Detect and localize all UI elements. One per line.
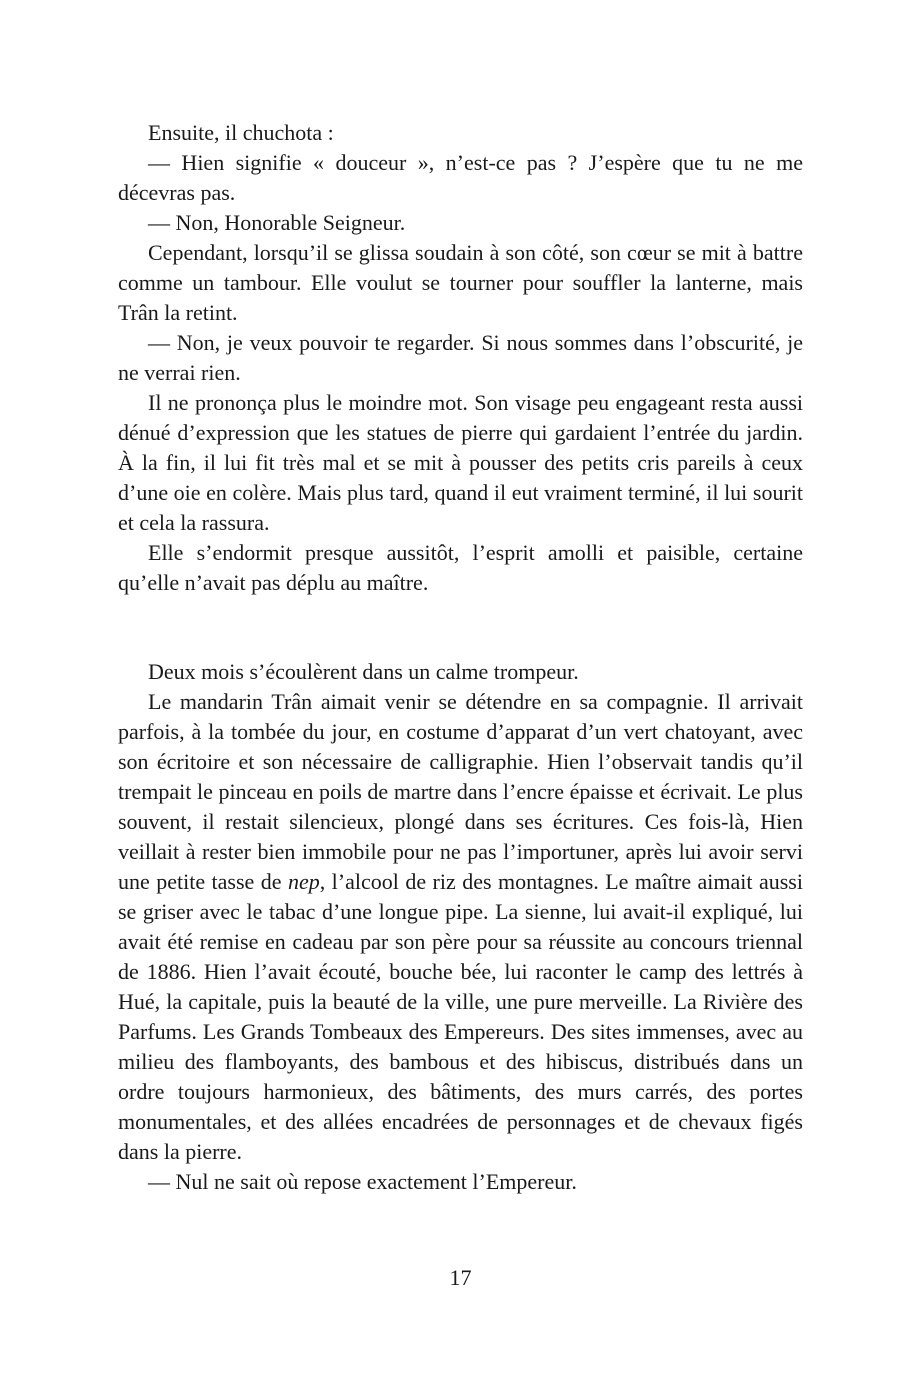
paragraph-text: , l’alcool de riz des montagnes. Le maître aimait aussi se griser avec le tabac d’une longue pipe. La sienne, lui avait-il expliqué, lui avait été remise en cadeau par son père pour sa réussite au concours triennal de 1886. Hien l’avait écouté, bouche bée, lui raconter le camp des lettrés à Hué, la capitale, puis la beauté de la ville, une pure merveille. La Rivière des Parfums. Les Grands Tombeaux des Empereurs. Des sites immenses, avec au milieu des flamboyants, des bambous et des hibiscus, distribués dans un ordre toujours harmonieux, des bâtiments, des murs carrés, des portes monumentales, et des allées encadrées de personnages et de chevaux figés dans la pierre. bbox=[118, 869, 803, 1164]
paragraph: — Nul ne sait où repose exactement l’Empereur. bbox=[148, 1169, 577, 1194]
italic-word: nep bbox=[287, 869, 320, 894]
paragraph: — Hien signifie « douceur », n’est-ce pas ? J’espère que tu ne me décevras pas. bbox=[118, 150, 803, 205]
page-number: 17 bbox=[449, 1265, 472, 1290]
paragraph: Il ne prononça plus le moindre mot. Son visage peu engageant resta aussi dénué d’expression que les statues de pierre qui gardaient l’entrée du jardin. À la fin, il lui fit très mal et se mit à pousser des petits cris pareils à ceux d’une oie en colère. Mais plus tard, quand il eut vraiment terminé, il lui sourit et cela la rassura. bbox=[118, 390, 803, 535]
paragraph-text: Le mandarin Trân aimait venir se détendre en sa compagnie. Il arrivait parfois, à la tombée du jour, en costume d’apparat d’un vert chatoyant, avec son écritoire et son nécessaire de calligraphie. Hien l’observait tandis qu’il trempait le pinceau en poils de martre dans l’encre épaisse et écrivait. Le plus souvent, il restait silencieux, plongé dans ses écritures. Ces fois-là, Hien veillait à rester bien immobile pour ne pas l’importuner, après lui avoir servi une petite tasse de bbox=[118, 689, 803, 894]
paragraph: Cependant, lorsqu’il se glissa soudain à son côté, son cœur se mit à battre comme un tambour. Elle voulut se tourner pour souffler la lanterne, mais Trân la retint. bbox=[118, 240, 803, 325]
text-section-2 bbox=[118, 657, 803, 1197]
paragraph: Deux mois s’écoulèrent dans un calme trompeur. bbox=[148, 659, 579, 684]
paragraph bbox=[118, 687, 803, 1167]
text-section-1 bbox=[118, 118, 803, 598]
paragraph: — Non, Honorable Seigneur. bbox=[148, 210, 406, 235]
paragraph: Ensuite, il chuchota : bbox=[148, 120, 334, 145]
paragraph: Elle s’endormit presque aussitôt, l’esprit amolli et paisible, certaine qu’elle n’avait pas déplu au maître. bbox=[118, 540, 803, 595]
paragraph: — Non, je veux pouvoir te regarder. Si nous sommes dans l’obscurité, je ne verrai rien. bbox=[118, 330, 803, 385]
